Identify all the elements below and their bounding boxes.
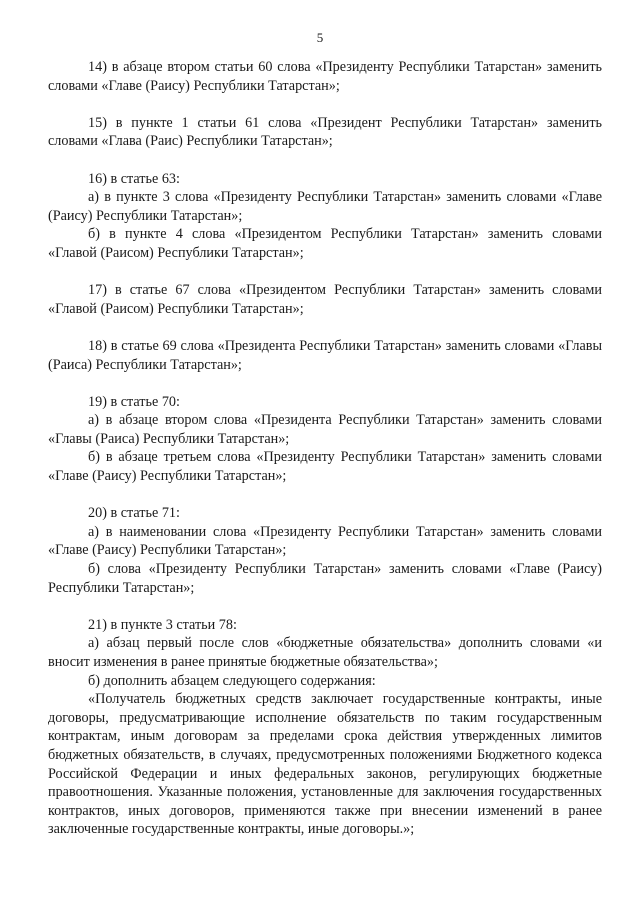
paragraph: а) в наименовании слова «Президенту Республики Татарстан» заменить словами «Главе (Раису) Республики Татарстан»; <box>48 523 602 559</box>
amendment-item <box>48 58 602 95</box>
paragraph: 19) в статье 70: <box>88 393 180 410</box>
paragraph: а) в пункте 3 слова «Президенту Республики Татарстан» заменить словами «Главе (Раису) Республики Татарстан»; <box>48 189 602 224</box>
paragraph: 14) в абзаце втором статьи 60 слова «Президенту Республики Татарстан» заменить словами «Главе (Раису) Республики Татарстан»; <box>48 59 602 94</box>
paragraph: а) абзац первый после слов «бюджетные обязательства» дополнить словами «и вносит изменения в ранее принятые бюджетные обязательства»; <box>48 635 602 670</box>
paragraph: 18) в статье 69 слова «Президента Республики Татарстан» заменить словами «Главы (Раиса) Республики Татарстан»; <box>48 337 602 373</box>
amendment-item <box>48 504 602 597</box>
paragraph: б) в абзаце третьем слова «Президенту Республики Татарстан» заменить словами «Главе (Раису) Республики Татарстан»; <box>48 449 602 485</box>
amendment-item <box>48 114 602 151</box>
page-number: 5 <box>316 30 324 45</box>
paragraph: б) слова «Президенту Республики Татарстан» заменить словами «Главе (Раису) Республики Татарстан»; <box>48 561 602 596</box>
amendment-item <box>48 616 602 839</box>
amendment-item <box>48 393 602 486</box>
paragraph: 15) в пункте 1 статьи 61 слова «Президент Республики Татарстан» заменить словами «Глава (Раис) Республики Татарстан»; <box>48 114 602 150</box>
document-body <box>48 58 602 839</box>
paragraph: 21) в пункте 3 статьи 78: <box>88 616 237 633</box>
paragraph: 20) в статье 71: <box>88 505 180 522</box>
paragraph: а) в абзаце втором слова «Президента Республики Татарстан» заменить словами «Главы (Раиса) Республики Татарстан»; <box>48 412 602 447</box>
amendment-item <box>48 281 602 318</box>
paragraph: б) в пункте 4 слова «Президентом Республики Татарстан» заменить словами «Главой (Раисом) Республики Татарстан»; <box>48 226 602 261</box>
paragraph: 17) в статье 67 слова «Президентом Республики Татарстан» заменить словами «Главой (Раисом) Республики Татарстан»; <box>48 282 602 317</box>
amendment-item <box>48 170 602 263</box>
amendment-item <box>48 337 602 374</box>
paragraph: «Получатель бюджетных средств заключает государственные контракты, иные договоры, предусматривающие исполнение обязательств по таким государственным контрактам, иным договорам за пределами срока действия утвержденных лимитов бюджетных обязательств, в случаях, предусмотренных положениями Бюджетного кодекса Российской Федерации и иных федеральных законов, регулирующих бюджетные правоотношения. Указанные положения, установленные для заключения государственных контрактов, иных договоров, применяются также при внесении изменений в ранее заключенные государственные контракты, иные договоры.»; <box>48 691 602 838</box>
paragraph: 16) в статье 63: <box>88 170 180 187</box>
paragraph: б) дополнить абзацем следующего содержания: <box>88 672 376 689</box>
